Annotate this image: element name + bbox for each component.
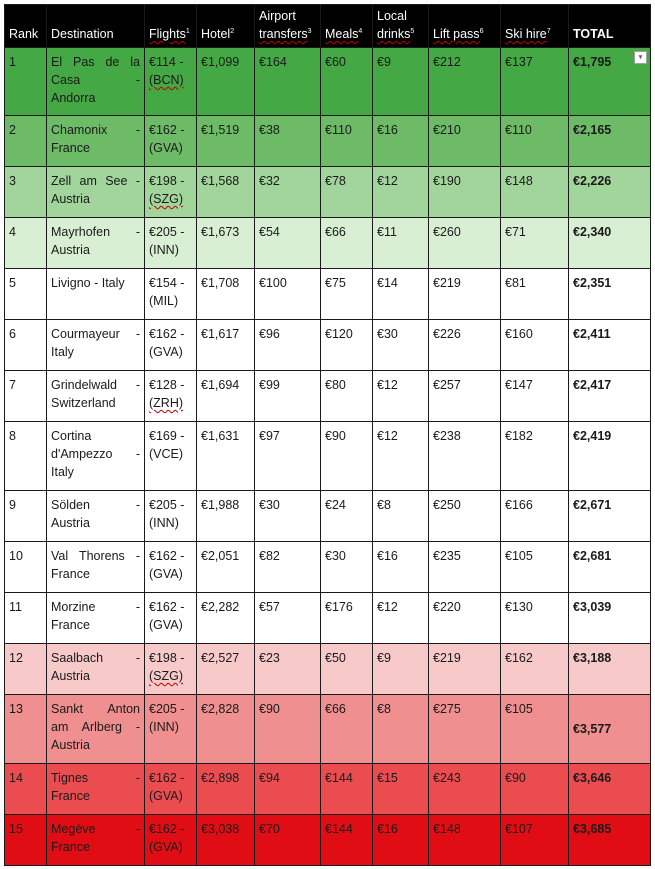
lift-pass-cell: €190 — [429, 167, 501, 218]
destination-cell — [47, 542, 145, 593]
hotel-cell: €1,519 — [197, 116, 255, 167]
ski-cost-table — [4, 4, 651, 866]
table-header — [5, 5, 651, 48]
header-destination: Destination — [47, 5, 145, 48]
total-cell — [569, 371, 651, 422]
flights-cell — [145, 48, 197, 116]
meals-cell: €90 — [321, 422, 373, 491]
local-drinks-cell: €16 — [373, 815, 429, 866]
total-cell — [569, 815, 651, 866]
flight-price: €162 - — [149, 822, 185, 836]
total-value: €2,351 — [573, 276, 612, 290]
flight-price: €169 - — [149, 429, 185, 443]
flights-cell — [145, 542, 197, 593]
destination-cell — [47, 491, 145, 542]
table-row — [5, 695, 651, 764]
destination-cell — [47, 320, 145, 371]
rank-cell: 7 — [5, 371, 47, 422]
destination-line: Switzerland — [51, 396, 116, 410]
total-cell — [569, 167, 651, 218]
table-row — [5, 422, 651, 491]
lift-pass-cell: €260 — [429, 218, 501, 269]
meals-cell: €80 — [321, 371, 373, 422]
total-cell — [569, 593, 651, 644]
flight-airport-code: (GVA) — [149, 345, 183, 359]
cell-dropdown-icon[interactable]: ▾ — [634, 51, 647, 64]
total-value: €2,419 — [573, 429, 612, 443]
total-value: €3,685 — [573, 822, 612, 836]
table-row — [5, 764, 651, 815]
lift-pass-cell: €257 — [429, 371, 501, 422]
destination-cell — [47, 593, 145, 644]
flight-airport-code: (ZRH) — [149, 396, 184, 410]
airport-transfers-cell: €94 — [255, 764, 321, 815]
flights-cell — [145, 593, 197, 644]
flight-airport-code: (GVA) — [149, 618, 183, 632]
total-value: €1,795 — [573, 55, 612, 69]
header-hotel: Hotel$^2$ — [197, 5, 255, 48]
flight-price: €162 - — [149, 327, 185, 341]
flight-price: €162 - — [149, 549, 185, 563]
flight-airport-code: (SZG) — [149, 192, 184, 206]
hotel-cell: €1,673 — [197, 218, 255, 269]
total-value: €2,340 — [573, 225, 612, 239]
destination-line: Courmayeur - — [51, 327, 140, 341]
total-cell — [569, 269, 651, 320]
airport-transfers-cell: €30 — [255, 491, 321, 542]
airport-transfers-cell: €100 — [255, 269, 321, 320]
destination-line: Saalbach - — [51, 651, 140, 665]
total-cell — [569, 542, 651, 593]
local-drinks-cell: €8 — [373, 491, 429, 542]
flight-airport-code: (GVA) — [149, 789, 183, 803]
table-row — [5, 815, 651, 866]
ski-hire-cell: €81 — [501, 269, 569, 320]
flight-airport-code: (BCN) — [149, 73, 184, 87]
destination-line: am Arlberg - — [51, 720, 140, 734]
ski-hire-cell: €107 — [501, 815, 569, 866]
ski-hire-cell: €147 — [501, 371, 569, 422]
lift-pass-cell: €220 — [429, 593, 501, 644]
total-cell — [569, 422, 651, 491]
flight-airport-code: (GVA) — [149, 840, 183, 854]
local-drinks-cell: €16 — [373, 542, 429, 593]
table-row — [5, 116, 651, 167]
destination-line: Italy — [51, 345, 74, 359]
ski-hire-cell: €71 — [501, 218, 569, 269]
lift-pass-cell: €243 — [429, 764, 501, 815]
destination-cell — [47, 269, 145, 320]
table-row — [5, 269, 651, 320]
airport-transfers-cell: €90 — [255, 695, 321, 764]
total-cell — [569, 764, 651, 815]
meals-cell: €66 — [321, 695, 373, 764]
destination-line: Sölden - — [51, 498, 140, 512]
ski-hire-cell: €162 — [501, 644, 569, 695]
lift-pass-cell: €235 — [429, 542, 501, 593]
destination-cell — [47, 695, 145, 764]
airport-transfers-cell: €99 — [255, 371, 321, 422]
local-drinks-cell: €11 — [373, 218, 429, 269]
header-flights: Flights$^1$ — [145, 5, 197, 48]
destination-line: France — [51, 789, 90, 803]
rank-cell: 13 — [5, 695, 47, 764]
flights-cell — [145, 167, 197, 218]
meals-cell: €60 — [321, 48, 373, 116]
hotel-cell: €1,694 — [197, 371, 255, 422]
meals-cell: €24 — [321, 491, 373, 542]
total-value: €2,226 — [573, 174, 612, 188]
local-drinks-cell: €12 — [373, 167, 429, 218]
hotel-cell: €2,898 — [197, 764, 255, 815]
table-row — [5, 593, 651, 644]
destination-line: France — [51, 618, 90, 632]
total-value: €2,417 — [573, 378, 612, 392]
table-row — [5, 491, 651, 542]
total-value: €3,188 — [573, 651, 612, 665]
destination-line: Austria — [51, 516, 90, 530]
ski-hire-cell: €105 — [501, 542, 569, 593]
flight-airport-code: (INN) — [149, 516, 179, 530]
destination-line: Austria — [51, 192, 90, 206]
header-local-drinks: Local drinks$^5$ — [373, 5, 429, 48]
header-rank: Rank — [5, 5, 47, 48]
destination-line: Austria — [51, 243, 90, 257]
total-value: €2,671 — [573, 498, 612, 512]
flights-cell — [145, 695, 197, 764]
hotel-cell: €1,099 — [197, 48, 255, 116]
table-row — [5, 371, 651, 422]
hotel-cell: €2,828 — [197, 695, 255, 764]
local-drinks-cell: €30 — [373, 320, 429, 371]
header-airport-transfers: Airport transfers$^3$ — [255, 5, 321, 48]
meals-cell: €78 — [321, 167, 373, 218]
flight-airport-code: (MIL) — [149, 294, 179, 308]
rank-cell: 10 — [5, 542, 47, 593]
hotel-cell: €3,038 — [197, 815, 255, 866]
flight-airport-code: (VCE) — [149, 447, 184, 461]
flight-price: €198 - — [149, 651, 185, 665]
total-cell — [569, 491, 651, 542]
rank-cell: 9 — [5, 491, 47, 542]
lift-pass-cell: €210 — [429, 116, 501, 167]
table-body — [5, 48, 651, 866]
ski-hire-cell: €105 — [501, 695, 569, 764]
rank-cell: 5 — [5, 269, 47, 320]
airport-transfers-cell: €23 — [255, 644, 321, 695]
flight-price: €162 - — [149, 600, 185, 614]
local-drinks-cell: €9 — [373, 48, 429, 116]
flights-cell — [145, 371, 197, 422]
airport-transfers-cell: €97 — [255, 422, 321, 491]
destination-line: Zell am See - — [51, 174, 140, 188]
destination-line: Livigno - Italy — [51, 276, 125, 290]
destination-cell — [47, 48, 145, 116]
flights-cell — [145, 644, 197, 695]
hotel-cell: €1,988 — [197, 491, 255, 542]
flight-price: €114 - — [149, 55, 184, 69]
destination-line: Grindelwald - — [51, 378, 140, 392]
meals-cell: €110 — [321, 116, 373, 167]
rank-cell: 11 — [5, 593, 47, 644]
destination-cell — [47, 167, 145, 218]
destination-line: Italy — [51, 465, 74, 479]
lift-pass-cell: €275 — [429, 695, 501, 764]
rank-cell: 15 — [5, 815, 47, 866]
destination-line: Tignes - — [51, 771, 140, 785]
ski-hire-cell: €148 — [501, 167, 569, 218]
lift-pass-cell: €250 — [429, 491, 501, 542]
destination-cell — [47, 218, 145, 269]
rank-cell: 2 — [5, 116, 47, 167]
total-value: €2,165 — [573, 123, 612, 137]
lift-pass-cell: €226 — [429, 320, 501, 371]
flight-price: €205 - — [149, 225, 185, 239]
ski-hire-cell: €130 — [501, 593, 569, 644]
local-drinks-cell: €12 — [373, 422, 429, 491]
flight-airport-code: (INN) — [149, 720, 179, 734]
ski-cost-table-wrapper — [4, 4, 650, 866]
flights-cell — [145, 269, 197, 320]
destination-line: Cortina — [51, 429, 92, 443]
destination-line: Austria — [51, 738, 90, 752]
meals-cell: €176 — [321, 593, 373, 644]
hotel-cell: €1,631 — [197, 422, 255, 491]
total-value: €2,411 — [573, 327, 611, 341]
total-cell — [569, 218, 651, 269]
hotel-cell: €1,568 — [197, 167, 255, 218]
ski-hire-cell: €166 — [501, 491, 569, 542]
rank-cell: 8 — [5, 422, 47, 491]
destination-cell — [47, 764, 145, 815]
local-drinks-cell: €8 — [373, 695, 429, 764]
destination-line: Morzine - — [51, 600, 140, 614]
local-drinks-cell: €12 — [373, 593, 429, 644]
rank-cell: 3 — [5, 167, 47, 218]
airport-transfers-cell: €82 — [255, 542, 321, 593]
meals-cell: €50 — [321, 644, 373, 695]
header-ski-hire: Ski hire$^7$ — [501, 5, 569, 48]
table-row — [5, 542, 651, 593]
flight-price: €198 - — [149, 174, 185, 188]
flights-cell — [145, 218, 197, 269]
flights-cell — [145, 422, 197, 491]
header-lift-pass: Lift pass$^6$ — [429, 5, 501, 48]
table-row — [5, 320, 651, 371]
destination-line: Sankt Anton — [51, 702, 140, 716]
lift-pass-cell: €219 — [429, 644, 501, 695]
total-cell — [569, 320, 651, 371]
total-value: €2,681 — [573, 549, 612, 563]
meals-cell: €30 — [321, 542, 373, 593]
meals-cell: €144 — [321, 815, 373, 866]
rank-cell: 12 — [5, 644, 47, 695]
flights-cell — [145, 116, 197, 167]
flight-price: €162 - — [149, 771, 185, 785]
meals-cell: €120 — [321, 320, 373, 371]
table-row — [5, 218, 651, 269]
table-row — [5, 48, 651, 116]
header-total: TOTAL — [569, 5, 651, 48]
destination-line: Val Thorens - — [51, 549, 140, 563]
airport-transfers-cell: €38 — [255, 116, 321, 167]
ski-hire-cell: €160 — [501, 320, 569, 371]
total-value: €3,646 — [573, 771, 612, 785]
flight-price: €205 - — [149, 498, 185, 512]
destination-line: El Pas de la — [51, 55, 140, 69]
airport-transfers-cell: €54 — [255, 218, 321, 269]
flight-airport-code: (GVA) — [149, 567, 183, 581]
destination-cell — [47, 815, 145, 866]
hotel-cell: €2,051 — [197, 542, 255, 593]
airport-transfers-cell: €70 — [255, 815, 321, 866]
flight-airport-code: (SZG) — [149, 669, 184, 683]
destination-cell — [47, 371, 145, 422]
airport-transfers-cell: €96 — [255, 320, 321, 371]
destination-line: d'Ampezzo - — [51, 447, 140, 461]
local-drinks-cell: €16 — [373, 116, 429, 167]
ski-hire-cell: €90 — [501, 764, 569, 815]
lift-pass-cell: €212 — [429, 48, 501, 116]
flights-cell — [145, 815, 197, 866]
destination-cell — [47, 116, 145, 167]
local-drinks-cell: €14 — [373, 269, 429, 320]
flight-price: €128 - — [149, 378, 185, 392]
destination-line: Chamonix - — [51, 123, 140, 137]
airport-transfers-cell: €57 — [255, 593, 321, 644]
airport-transfers-cell: €164 — [255, 48, 321, 116]
flight-price: €162 - — [149, 123, 185, 137]
destination-line: France — [51, 567, 90, 581]
hotel-cell: €2,282 — [197, 593, 255, 644]
hotel-cell: €1,617 — [197, 320, 255, 371]
rank-cell: 4 — [5, 218, 47, 269]
destination-line: Austria — [51, 669, 90, 683]
flight-price: €154 - — [149, 276, 185, 290]
total-cell — [569, 116, 651, 167]
header-meals: Meals$^4$ — [321, 5, 373, 48]
ski-hire-cell: €137 — [501, 48, 569, 116]
table-row — [5, 167, 651, 218]
destination-cell — [47, 644, 145, 695]
destination-line: France — [51, 840, 90, 854]
local-drinks-cell: €9 — [373, 644, 429, 695]
lift-pass-cell: €148 — [429, 815, 501, 866]
flights-cell — [145, 764, 197, 815]
ski-hire-cell: €182 — [501, 422, 569, 491]
rank-cell: 14 — [5, 764, 47, 815]
hotel-cell: €2,527 — [197, 644, 255, 695]
flights-cell — [145, 320, 197, 371]
destination-line: Megève - — [51, 822, 140, 836]
destination-line: Andorra — [51, 91, 96, 105]
local-drinks-cell: €12 — [373, 371, 429, 422]
flight-price: €205 - — [149, 702, 185, 716]
lift-pass-cell: €238 — [429, 422, 501, 491]
ski-hire-cell: €110 — [501, 116, 569, 167]
total-value: €3,577 — [573, 722, 612, 736]
total-cell — [569, 695, 651, 764]
destination-line: Casa - — [51, 73, 140, 87]
destination-line: Mayrhofen - — [51, 225, 140, 239]
total-value: €3,039 — [573, 600, 612, 614]
airport-transfers-cell: €32 — [255, 167, 321, 218]
meals-cell: €144 — [321, 764, 373, 815]
flights-cell — [145, 491, 197, 542]
destination-cell — [47, 422, 145, 491]
total-cell — [569, 48, 651, 116]
flight-airport-code: (GVA) — [149, 141, 183, 155]
hotel-cell: €1,708 — [197, 269, 255, 320]
rank-cell: 1 — [5, 48, 47, 116]
rank-cell: 6 — [5, 320, 47, 371]
meals-cell: €75 — [321, 269, 373, 320]
header-row — [5, 5, 651, 48]
flight-airport-code: (INN) — [149, 243, 179, 257]
table-row — [5, 644, 651, 695]
local-drinks-cell: €15 — [373, 764, 429, 815]
destination-line: France — [51, 141, 90, 155]
meals-cell: €66 — [321, 218, 373, 269]
total-cell — [569, 644, 651, 695]
lift-pass-cell: €219 — [429, 269, 501, 320]
